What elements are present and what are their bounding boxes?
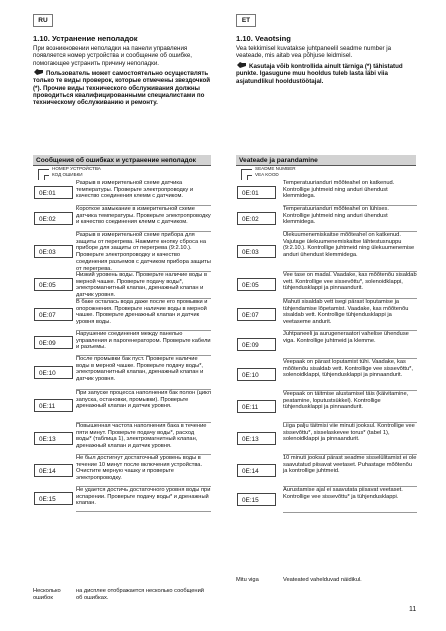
et-label-error-code: VEA KOOD: [255, 172, 279, 177]
error-code-box: 0E:09: [237, 338, 276, 351]
error-code-box: 0E:07: [34, 308, 73, 321]
ru-section-title: 1.10. Устранение неполадок: [33, 34, 138, 43]
error-description: Mahuti sisaldab vett isegi pärast loputamise ja tühjendamise lõpetamist. Vaadake, kas mõõtenõu sisaldab vett. Kontrollige tühjendusklappi ja veetaseme andurit.: [283, 299, 409, 326]
error-description: Temperatuurianduri mõõteahel on katkenud. Kontrollige juhtmeid ning anduri ühendust klemmidega.: [283, 180, 395, 200]
row-divider: [283, 512, 417, 513]
ru-label-error-code: КОД ОШИБКИ: [52, 172, 83, 177]
error-description: После промывки бак пуст. Проверьте наличие воды в мерной чашке. Проверьте подачу воды*, электромагнитный клапан, дренажный клапан и датчик уровня.: [76, 356, 204, 383]
error-description: В баке осталась вода даже после его промывки и опорожнения. Проверьте наличие воды в мерной чашке. Проверьте дренажный клапан и датчик уровня воды.: [76, 299, 208, 326]
error-code-box: 0E:03: [34, 245, 73, 258]
error-description: При запуске процесса наполнения бак полон (цикл запуска, остановки, промывки). Проверьте дренажный клапан и датчик уровня.: [76, 390, 211, 410]
language-tag-ru: RU: [33, 14, 53, 27]
warning-hand-icon: [33, 67, 44, 76]
warning-hand-icon: [236, 60, 247, 69]
ru-table-title: Сообщения об ошибках и устранение неполадок: [33, 155, 211, 166]
error-description: Liiga palju täitmisi viie minuti jooksul. Kontrollige vee sissevõttu*, sisselaskevee torus* (tabel 1), solenoidklappi ja pinnaandurit.: [283, 423, 415, 443]
error-code-box: 0E:02: [237, 212, 276, 225]
error-code-box: 0E:10: [34, 366, 73, 379]
error-description: Короткое замыкание в измерительной схеме датчика температуры. Проверьте электропроводку и качество соединения клемм с датчиком.: [76, 206, 211, 226]
error-description: Разрыв в измерительной схеме прибора для защиты от перегрева. Нажмите кнопку сброса на приборе для защиты от перегрева (9:2.10.). Проверьте электропроводку и качество соединения разъемов с датчиком прибора защиты от перегрева.: [76, 232, 211, 272]
error-description: Разрыв в измерительной схеме датчика температуры. Проверьте электропроводку и качество соединения клемм с датчиком.: [76, 180, 194, 200]
error-code-box: 0E:15: [237, 493, 276, 506]
ru-warning: [33, 67, 211, 106]
error-description: Не удается достичь достаточного уровня воды при испарении. Проверьте подачу воды* и дренажный клапан.: [76, 487, 211, 507]
error-description: Veepaak on täitmise alustamisel täis (käivitamine, peatamine, loputustsükkel). Kontrollige tühjendusklappi ja pinnaandurit.: [283, 391, 409, 411]
et-table-title: Veateade ja parandamine: [236, 155, 416, 166]
error-description: Низкий уровень воды. Проверьте наличие воды в мерной чашке. Проверьте подачу воды*, электромагнитный клапан, дренажный клапан и датчик уровня.: [76, 272, 207, 299]
error-code-box: 0E:13: [34, 432, 73, 445]
ru-footer-label: Несколько ошибок: [33, 588, 61, 601]
error-code-box: 0E:11: [34, 399, 73, 412]
error-code-box: 0E:05: [237, 278, 276, 291]
error-code-box: 0E:05: [34, 278, 73, 291]
et-footer-text: Veateated vahelduvad näidikul.: [283, 577, 362, 583]
error-description: Нарушение соединения между панелью управления и парогенератором. Проверьте кабели и разъемы.: [76, 331, 211, 351]
error-code-box: 0E:10: [237, 368, 276, 381]
error-code-box: 0E:13: [237, 432, 276, 445]
page-number: 11: [409, 606, 417, 613]
error-code-box: 0E:07: [237, 308, 276, 321]
error-description: Juhtpaneeli ja aurugeneraatori vahelise ühenduse viga. Kontrollige juhtmeid ja klemme.: [283, 331, 409, 344]
error-code-box: 0E:15: [34, 492, 73, 505]
row-divider: [76, 511, 211, 512]
ru-code-bracket: [44, 175, 49, 180]
et-section-title: 1.10. Veaotsing: [236, 34, 291, 43]
et-label-device-number: SEADME NUMBER: [255, 166, 296, 171]
error-code-box: 0E:02: [34, 212, 73, 225]
error-description: Vee tase on madal. Vaadake, kas mõõtenõu sisaldab vett. Kontrollige vee sissevõttu*, solenoidklappi, tühjendusklappi ja pinnaandurit.: [283, 272, 417, 292]
error-code-box: 0E:03: [237, 245, 276, 258]
et-footer-label: Mitu viga: [236, 577, 259, 583]
error-description: Aurustamise ajal ei saavutata piisavat veetaset. Kontrollige vee sissevõttu* ja tühjendusklappi.: [283, 487, 403, 500]
language-tag-et: ET: [236, 14, 256, 27]
et-warning: [236, 60, 416, 85]
ru-label-device-number: НОМЕР УСТРОЙСТВА: [52, 166, 101, 171]
error-description: Temperatuurianduri mõõteahel on lühises. Kontrollige juhtmeid ning anduri ühendust klemmidega.: [283, 206, 389, 226]
error-description: 10 minuti jooksul pärast seadme sisselülitamist ei ole saavutatud piisavat veetaset. Puhastage mõõtenõu ja kontrollige juhtmeid.: [283, 455, 417, 475]
ru-footer-text: на дисплее отображается несколько сообщений об ошибках.: [76, 588, 204, 601]
et-code-bracket: [247, 175, 252, 180]
ru-warning-text: Пользователь может самостоятельно осуществлять только те виды проверок, которые отмечены звездочкой (*). Прочие виды технического обслуживания должны проводиться квалифицированными специалистами по техническому обслуживанию и ремонту.: [33, 70, 211, 107]
error-description: Veepaak on pärast loputamist tühi. Vaadake, kas mõõtenõu sisaldab vett. Kontrollige vee sissevõttu*, solenoidklappi, tühjendusklappi ja pinnaandurit.: [283, 359, 413, 379]
et-warning-text: Kasutaja võib kontrollida ainult tärniga (*) tähistatud punkte. Igasugune muu hooldus tuleb lasta läbi viia asjatundlikul hooldustöötajal.: [236, 63, 403, 85]
error-description: Повышенная частота наполнения бака в течение пяти минут. Проверьте подачу воды*, расход воды* (таблица 1), электромагнитный клапан, дренажный клапан и датчик уровня.: [76, 423, 207, 450]
error-code-box: 0E:01: [34, 186, 73, 199]
error-description: Не был достигнут достаточный уровень воды в течение 10 минут после включения устройства. Очистите мерную чашку и проверьте электропроводку.: [76, 455, 203, 482]
error-code-box: 0E:09: [34, 336, 73, 349]
et-intro-paragraph: Vea tekkimisel kuvatakse juhtpaneelil seadme number ja veateade, mis aitab vea põhjuse leidmisel.: [236, 45, 392, 60]
ru-intro-paragraph: При возникновении неполадки на панели управления появляется номер устройства и сообщение об ошибке, помогающее устранить причину неполадки.: [33, 45, 193, 67]
error-description: Ülekuumenemiskaitse mõõteahel on katkenud. Vajutage ülekuumenemiskaitse lähtestusnuppu (9:2.10.). Kontrollige juhtmeid ning ülekuumenemise anduri ühendust klemmidega.: [283, 232, 415, 259]
error-code-box: 0E:11: [237, 400, 276, 413]
error-code-box: 0E:14: [34, 464, 73, 477]
error-code-box: 0E:01: [237, 186, 276, 199]
error-code-box: 0E:14: [237, 464, 276, 477]
